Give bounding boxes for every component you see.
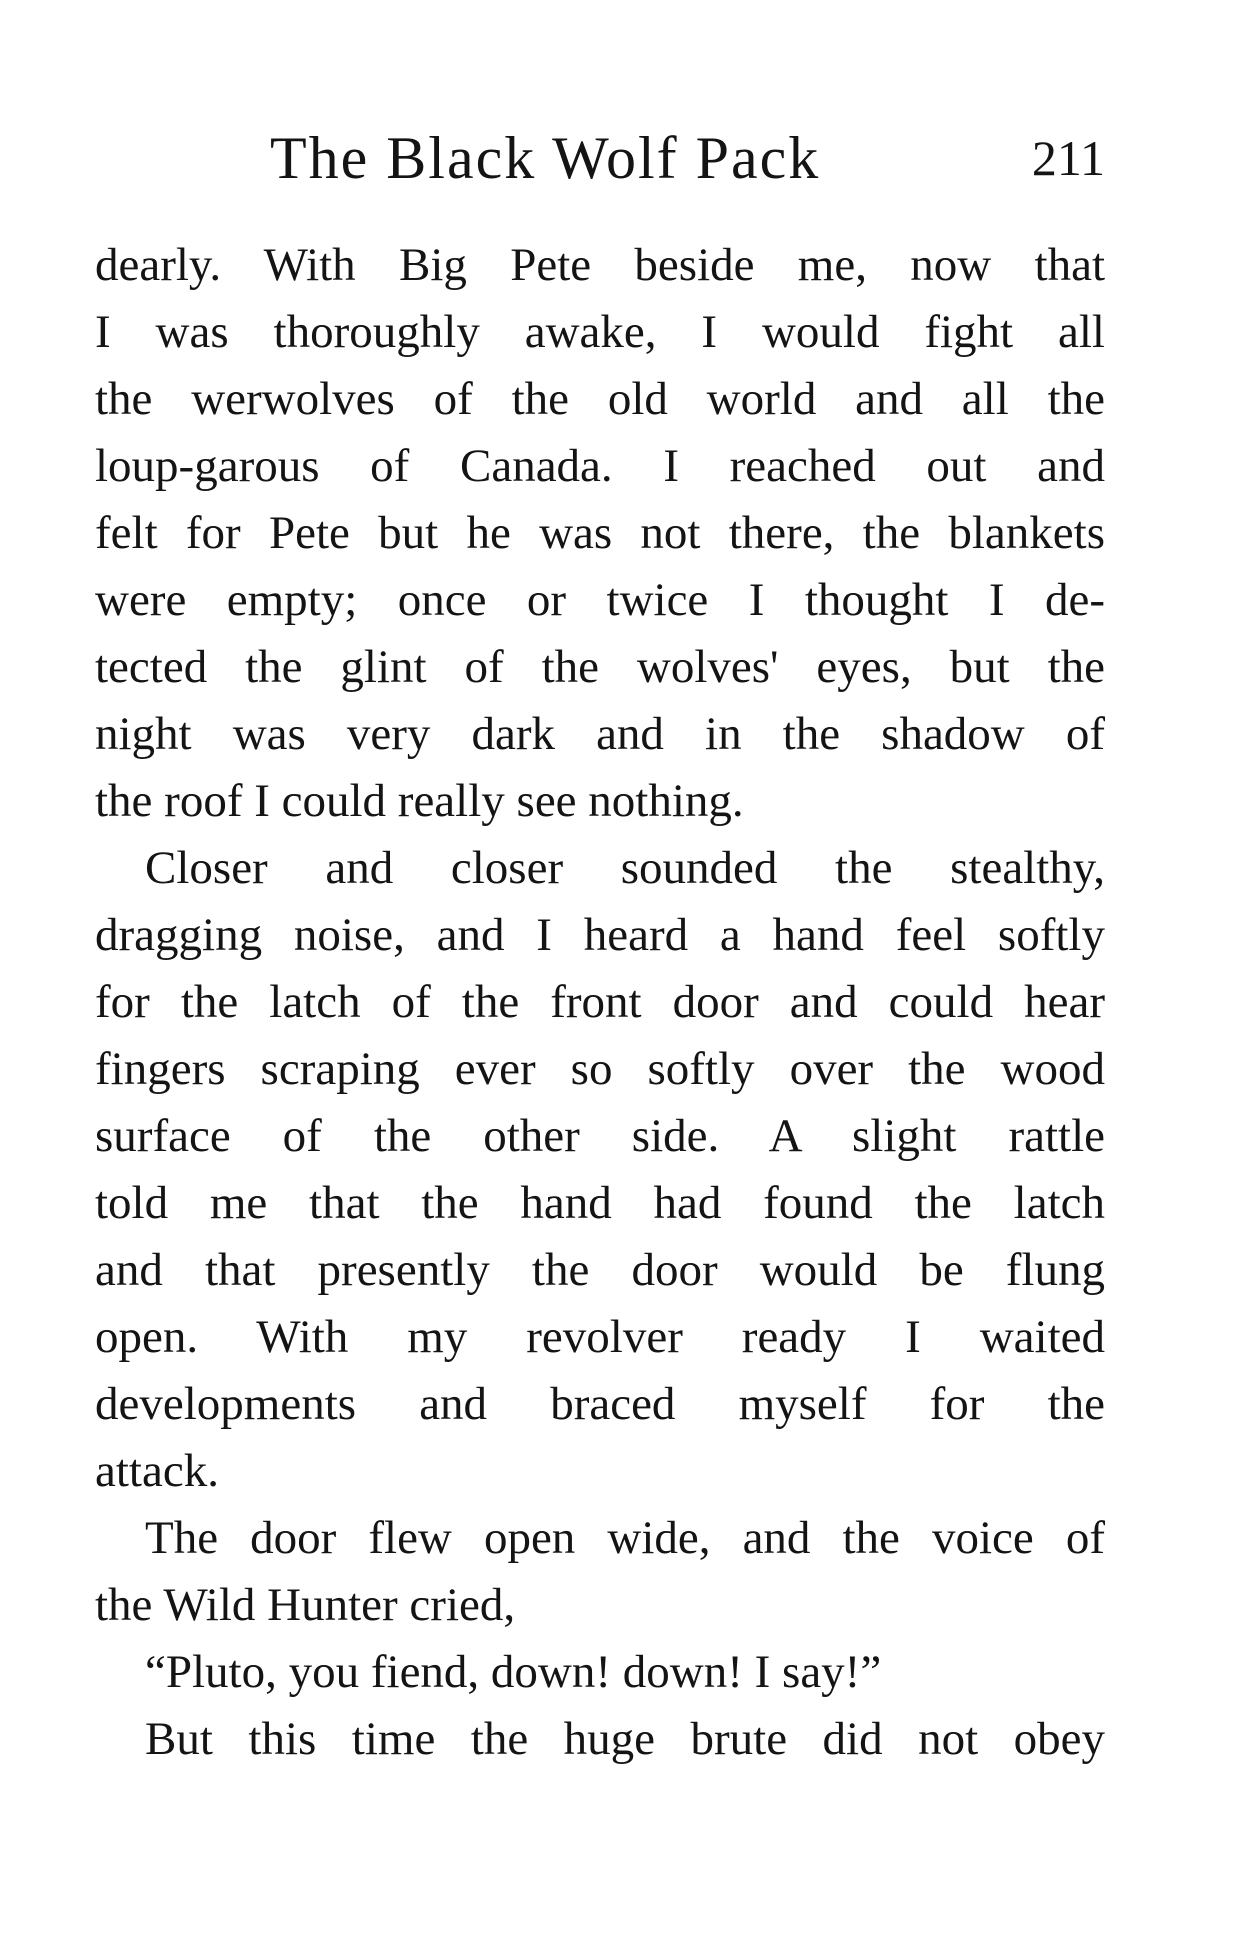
text-line: for the latch of the front door and could hear — [95, 976, 1105, 1028]
page-number: 211 — [1031, 130, 1105, 186]
text-line: developments and braced myself for the — [95, 1378, 1105, 1430]
text-line: “Pluto, you fiend, down! down! I say!” — [145, 1646, 882, 1698]
text-line: night was very dark and in the shadow of — [95, 708, 1105, 760]
text-line: open. With my revolver ready I waited — [95, 1311, 1105, 1363]
text-line: But this time the huge brute did not obey — [145, 1713, 1105, 1765]
text-line: loup-garous of Canada. I reached out and — [95, 440, 1105, 492]
text-line: dearly. With Big Pete beside me, now that — [95, 239, 1105, 291]
text-line: the werwolves of the old world and all the — [95, 373, 1105, 425]
text-line: and that presently the door would be flung — [95, 1244, 1105, 1296]
text-line: Closer and closer sounded the stealthy, — [145, 842, 1105, 894]
text-line: attack. — [95, 1445, 219, 1497]
text-line: tected the glint of the wolves' eyes, but the — [95, 641, 1105, 693]
body-text — [95, 232, 1105, 1773]
text-line: surface of the other side. A slight rattle — [95, 1110, 1105, 1162]
text-line: dragging noise, and I heard a hand feel softly — [95, 909, 1105, 961]
text-line: I was thoroughly awake, I would fight all — [95, 306, 1105, 358]
running-title: The Black Wolf Pack — [270, 125, 821, 191]
text-line: were empty; once or twice I thought I de- — [95, 574, 1105, 626]
text-line: the Wild Hunter cried, — [95, 1579, 516, 1631]
text-line: felt for Pete but he was not there, the blankets — [95, 507, 1105, 559]
text-line: the roof I could really see nothing. — [95, 775, 744, 827]
running-head — [270, 118, 1105, 198]
text-line: The door flew open wide, and the voice of — [145, 1512, 1105, 1564]
text-line: told me that the hand had found the latch — [95, 1177, 1105, 1229]
text-line: fingers scraping ever so softly over the wood — [95, 1043, 1105, 1095]
